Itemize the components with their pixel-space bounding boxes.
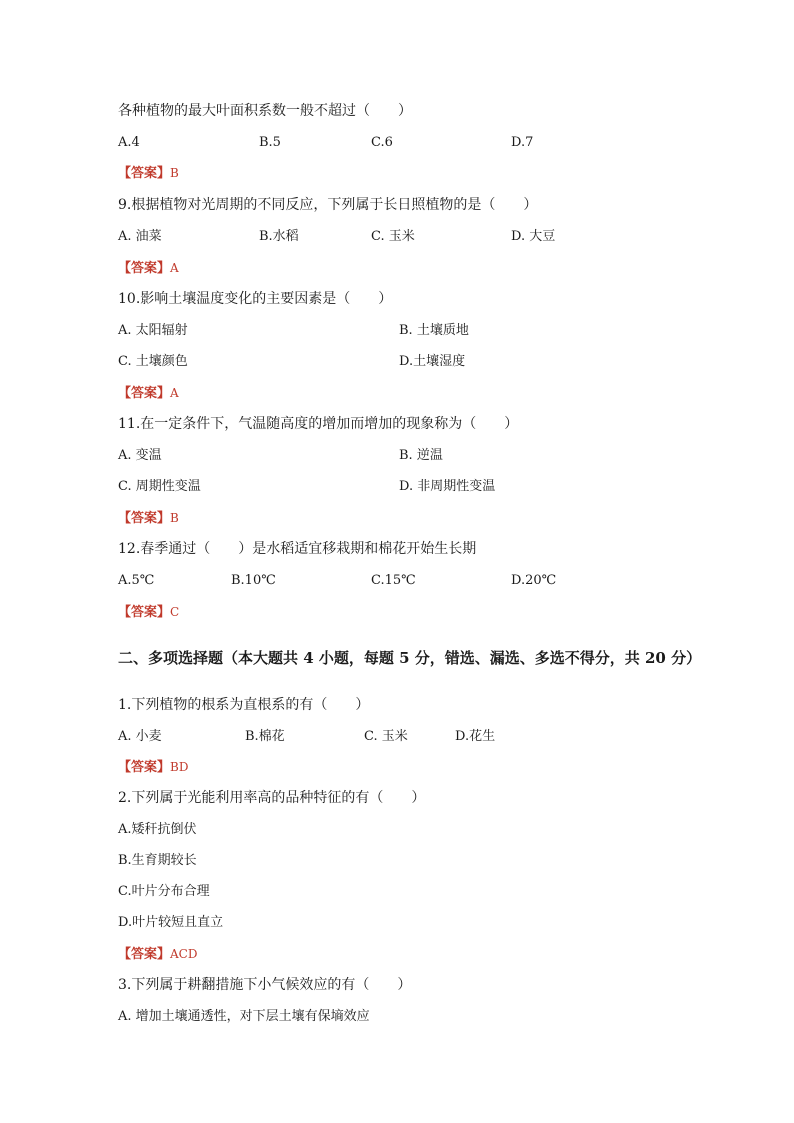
multi-question-1-option-a: A. 小麦 (118, 729, 162, 744)
question-8-option-d: D.7 (511, 135, 534, 150)
question-9-answer (118, 259, 179, 278)
answer-label: 【答案】 (118, 605, 171, 620)
question-11-option-d: D. 非周期性变温 (399, 479, 496, 494)
question-10-stem: 10.影响土壤温度变化的主要因素是（ ） (118, 291, 393, 307)
answer-value: A (170, 261, 179, 275)
multi-question-2-option-d: D.叶片较短且直立 (118, 915, 224, 930)
question-12-option-d: D.20℃ (511, 573, 557, 588)
answer-value: BD (170, 760, 189, 774)
question-12-stem: 12.春季通过（ ）是水稻适宜移栽期和棉花开始生长期 (118, 541, 477, 557)
answer-label: 【答案】 (118, 511, 171, 526)
question-10-option-a: A. 太阳辐射 (118, 323, 188, 338)
question-10-option-c: C. 土壤颜色 (118, 354, 188, 369)
question-11-option-c: C. 周期性变温 (118, 479, 201, 494)
question-8-stem: 各种植物的最大叶面积系数一般不超过（ ） (118, 103, 412, 119)
answer-value: ACD (170, 947, 198, 961)
answer-label: 【答案】 (118, 261, 171, 276)
multi-question-2-option-c: C.叶片分布合理 (118, 884, 210, 899)
multi-question-2-stem: 2.下列属于光能利用率高的品种特征的有（ ） (118, 790, 426, 806)
question-11-answer (118, 509, 179, 528)
question-10-answer (118, 384, 179, 403)
question-12-answer (118, 603, 179, 622)
question-8-answer (118, 164, 179, 183)
section-2-heading: 二、多项选择题（本大题共 4 小题，每题 5 分，错选、漏选、多选不得分，共 20 分） (118, 649, 702, 667)
multi-question-3-option-a: A. 增加土壤通透性，对下层土壤有保墒效应 (118, 1009, 370, 1024)
multi-question-2-option-b: B.生育期较长 (118, 853, 197, 868)
question-12-option-a: A.5℃ (118, 573, 155, 588)
answer-label: 【答案】 (118, 947, 171, 962)
multi-question-1-answer (118, 758, 188, 777)
question-10-option-d: D.土壤湿度 (399, 354, 466, 369)
multi-question-1-option-d: D.花生 (455, 729, 496, 744)
question-10-option-b: B. 土壤质地 (399, 323, 469, 338)
answer-label: 【答案】 (118, 166, 171, 181)
question-9-stem: 9.根据植物对光周期的不同反应，下列属于长日照植物的是（ ） (118, 197, 538, 213)
question-12-option-b: B.10℃ (231, 573, 276, 588)
question-12-option-c: C.15℃ (371, 573, 416, 588)
question-8-option-c: C.6 (371, 135, 393, 150)
multi-question-1-stem: 1.下列植物的根系为直根系的有（ ） (118, 697, 370, 713)
answer-value: A (170, 386, 179, 400)
multi-question-2-option-a: A.矮秆抗倒伏 (118, 822, 197, 837)
answer-value: C (170, 605, 180, 619)
question-8-option-a: A.4 (118, 135, 140, 150)
question-11-option-b: B. 逆温 (399, 448, 443, 463)
question-9-option-a: A. 油菜 (118, 229, 162, 244)
question-11-option-a: A. 变温 (118, 448, 162, 463)
question-9-option-d: D. 大豆 (511, 229, 556, 244)
question-9-option-c: C. 玉米 (371, 229, 415, 244)
multi-question-1-option-b: B.棉花 (245, 729, 285, 744)
answer-label: 【答案】 (118, 386, 171, 401)
answer-label: 【答案】 (118, 760, 171, 775)
question-9-option-b: B.水稻 (259, 229, 299, 244)
question-11-stem: 11.在一定条件下，气温随高度的增加而增加的现象称为（ ） (118, 416, 519, 432)
multi-question-3-stem: 3.下列属于耕翻措施下小气候效应的有（ ） (118, 977, 412, 993)
answer-value: B (170, 166, 179, 180)
answer-value: B (170, 511, 179, 525)
question-8-option-b: B.5 (259, 135, 281, 150)
multi-question-2-answer (118, 945, 197, 964)
multi-question-1-option-c: C. 玉米 (364, 729, 408, 744)
